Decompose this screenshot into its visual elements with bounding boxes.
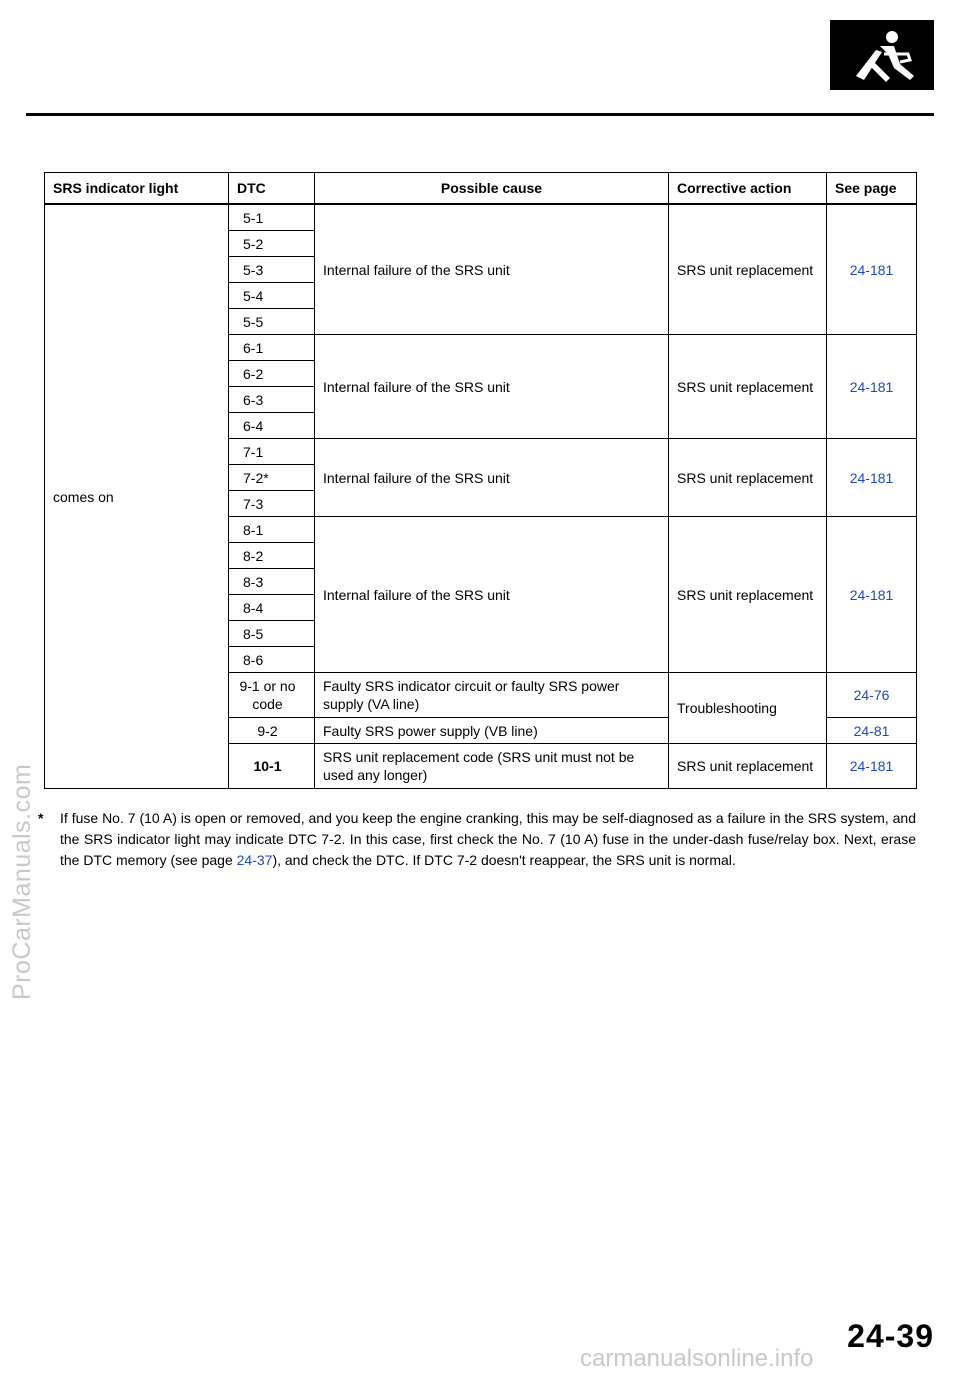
dtc-code: 7-1	[229, 439, 315, 465]
possible-cause: Internal failure of the SRS unit	[315, 517, 669, 673]
seatbelt-icon	[830, 20, 934, 90]
dtc-code: 10-1	[229, 744, 315, 789]
dtc-code: 6-1	[229, 335, 315, 361]
see-page-link[interactable]: 24-181	[827, 517, 917, 673]
possible-cause: Internal failure of the SRS unit	[315, 335, 669, 439]
table-header-row	[45, 173, 917, 205]
see-page-link[interactable]: 24-181	[827, 204, 917, 335]
dtc-code: 8-6	[229, 647, 315, 673]
header-rule	[26, 113, 934, 116]
footnote-marker: *	[38, 810, 44, 826]
corrective-action: SRS unit replacement	[669, 517, 827, 673]
footnote	[38, 808, 916, 871]
dtc-code: 9-2	[229, 718, 315, 744]
possible-cause: Internal failure of the SRS unit	[315, 439, 669, 517]
dtc-code: 5-5	[229, 309, 315, 335]
footnote-page-link[interactable]: 24-37	[236, 852, 273, 868]
footnote-part-1: If fuse No. 7 (10 A) is open or removed, and you keep the engine cranking, this may be self-diagnosed as a failure in the SRS system, and the SRS indicator light may indicate DTC 7-2. In this case, first check the No. 7 (10 A) fuse in the under-dash fuse/relay box. Next, erase the DTC memory (see page	[60, 810, 916, 868]
dtc-code: 6-4	[229, 413, 315, 439]
dtc-code: 6-3	[229, 387, 315, 413]
see-page-link[interactable]: 24-76	[827, 673, 917, 718]
footnote-text	[38, 808, 916, 871]
possible-cause: Faulty SRS power supply (VB line)	[315, 718, 669, 744]
see-page-link[interactable]: 24-181	[827, 335, 917, 439]
footnote-part-2: ), and check the DTC. If DTC 7-2 doesn't reappear, the SRS unit is normal.	[272, 852, 736, 868]
dtc-code: 6-2	[229, 361, 315, 387]
corrective-action: SRS unit replacement	[669, 744, 827, 789]
dtc-code: 8-3	[229, 569, 315, 595]
seatbelt-badge	[830, 20, 934, 90]
indicator-state: comes on	[45, 204, 229, 789]
corrective-action: SRS unit replacement	[669, 335, 827, 439]
possible-cause: Faulty SRS indicator circuit or faulty SRS power supply (VA line)	[315, 673, 669, 718]
dtc-code: 8-5	[229, 621, 315, 647]
dtc-code: 5-3	[229, 257, 315, 283]
dtc-code: 8-2	[229, 543, 315, 569]
side-watermark: ProCarManuals.com	[8, 763, 36, 1000]
header-dtc: DTC	[229, 173, 315, 205]
dtc-code: 7-3	[229, 491, 315, 517]
corrective-action: SRS unit replacement	[669, 439, 827, 517]
table-row	[45, 204, 917, 231]
dtc-code: 8-4	[229, 595, 315, 621]
dtc-code: 9-1 or no code	[229, 673, 315, 718]
dtc-code: 5-2	[229, 231, 315, 257]
dtc-code: 7-2*	[229, 465, 315, 491]
see-page-link[interactable]: 24-81	[827, 718, 917, 744]
header-action: Corrective action	[669, 173, 827, 205]
dtc-code: 8-1	[229, 517, 315, 543]
dtc-code: 5-4	[229, 283, 315, 309]
see-page-link[interactable]: 24-181	[827, 439, 917, 517]
see-page-link[interactable]: 24-181	[827, 744, 917, 789]
possible-cause: SRS unit replacement code (SRS unit must not be used any longer)	[315, 744, 669, 789]
footer-watermark: carmanualsonline.info	[580, 1345, 814, 1372]
dtc-code: 5-1	[229, 204, 315, 231]
header-cause: Possible cause	[315, 173, 669, 205]
possible-cause: Internal failure of the SRS unit	[315, 204, 669, 335]
corrective-action: Troubleshooting	[669, 673, 827, 744]
header-page: See page	[827, 173, 917, 205]
corrective-action: SRS unit replacement	[669, 204, 827, 335]
page-number: 24-39	[847, 1318, 934, 1354]
header-indicator: SRS indicator light	[45, 173, 229, 205]
dtc-table	[44, 172, 917, 789]
